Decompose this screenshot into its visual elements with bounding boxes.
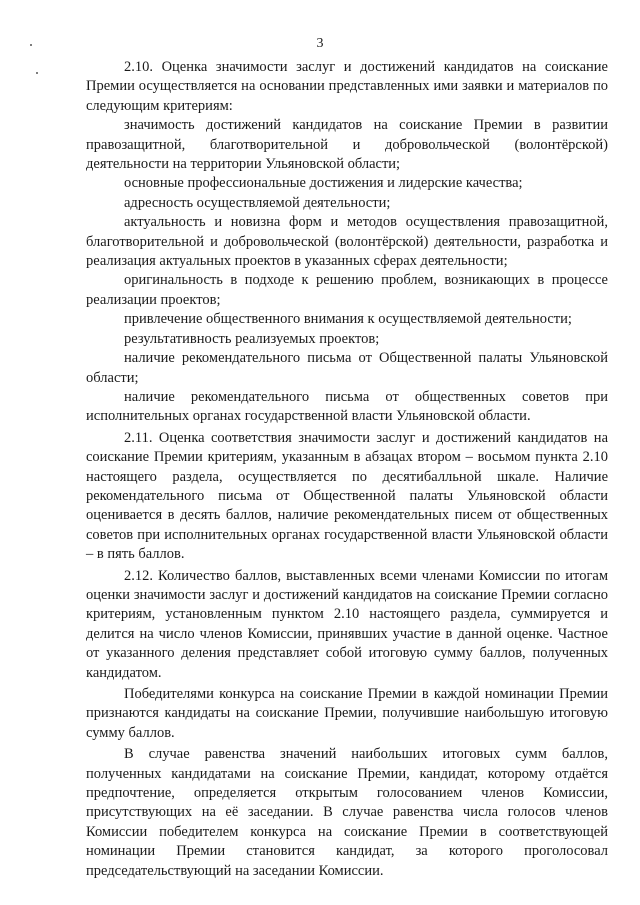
paragraph-2-10-intro: 2.10. Оценка значимости заслуг и достижений кандидатов на соискание Премии осуществляется на основании представленных ими заявки и материалов по следующим критериям: xyxy=(86,59,608,114)
criterion-significance: значимость достижений кандидатов на соискание Премии в развитии правозащитной, благотворительной и добровольческой (волонтёрской) деятельности на территории Ульяновской области; xyxy=(86,117,608,173)
scan-speck xyxy=(36,72,38,74)
criterion-letter-chamber: наличие рекомендательного письма от Общественной палаты Ульяновской области; xyxy=(86,350,608,386)
criterion-attention: привлечение общественного внимания к осуществляемой деятельности; xyxy=(124,311,572,328)
criterion-effectiveness: результативность реализуемых проектов; xyxy=(124,330,380,347)
paragraph-tie: В случае равенства значений наибольших итоговых сумм баллов, полученных кандидатами на соискание Премии, кандидат, которому отдаётся предпочтение, определяется открытым голосованием членов Комиссии, присутствующих на её заседании. В случае равенства числа голосов членов Комиссии победителем конкурса на соискание Премии в соответствующей номинации Премии становится кандидат, за которого проголосовал председательствующий на заседании Комиссии. xyxy=(86,746,608,879)
document-body xyxy=(86,58,608,881)
criterion-targeting: адресность осуществляемой деятельности; xyxy=(124,194,391,211)
paragraph-2-11: 2.11. Оценка соответствия значимости заслуг и достижений кандидатов на соискание Премии критериям, указанным в абзацах втором – восьмом пункта 2.10 настоящего раздела, осуществляется по десятибалльной шкале. Наличие рекомендательного письма от Общественной палаты Ульяновской области оценивается в десять баллов, наличие рекомендательных писем от общественных советов при исполнительных органах государственной власти Ульяновской области – в пять баллов. xyxy=(86,429,608,563)
criterion-originality: оригинальность в подходе к решению проблем, возникающих в процессе реализации проектов; xyxy=(86,272,608,308)
paragraph-winners: Победителями конкурса на соискание Премии в каждой номинации Премии признаются кандидаты на соискание Премии, получившие наибольшую итоговую сумму баллов. xyxy=(86,686,608,741)
criterion-letter-councils: наличие рекомендательного письма от общественных советов при исполнительных органах государственной власти Ульяновской области. xyxy=(86,388,608,425)
criterion-novelty: актуальность и новизна форм и методов осуществления правозащитной, благотворительной и добровольческой (волонтёрской) деятельности, разработка и реализация актуальных проектов в указанных сферах деятельности; xyxy=(86,214,608,270)
page-number: 3 xyxy=(316,36,324,51)
criterion-professional: основные профессиональные достижения и лидерские качества; xyxy=(124,175,523,192)
paragraph-2-12: 2.12. Количество баллов, выставленных всеми членами Комиссии по итогам оценки значимости заслуг и достижений кандидатов на соискание Премии согласно критериям, установленным пунктом 2.10 настоящего раздела, суммируется и делится на число членов Комиссии, принявших участие в данной оценке. Частное от указанного деления представляет собой итоговую сумму баллов, полученных кандидатом. xyxy=(86,567,608,681)
